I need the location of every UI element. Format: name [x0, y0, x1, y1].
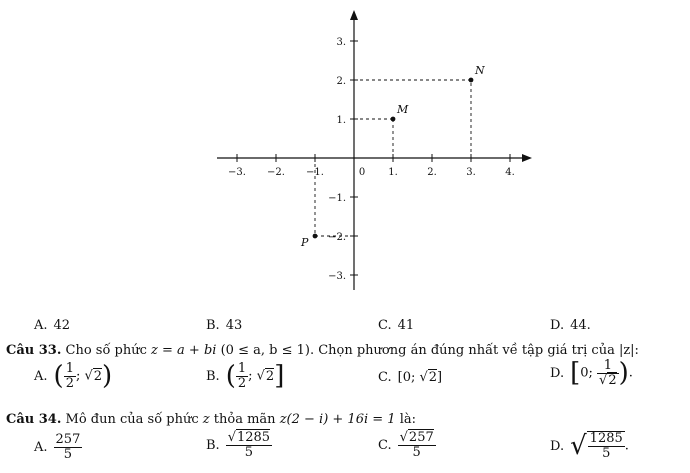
q34-option-d[interactable]: D. √ $\frac{1285}{5}$ . [550, 431, 629, 461]
x-tick-label: 4. [505, 167, 515, 178]
point-label: N [475, 64, 485, 77]
option-letter: B. [206, 368, 220, 384]
q34-option-c[interactable] [378, 431, 436, 459]
x-tick-label: 0 [358, 167, 366, 178]
q32-option-a[interactable] [34, 318, 70, 333]
question-text-2: . Chọn phương án đúng nhất về tập giá trị của |z|: [309, 343, 639, 358]
question-text-2: thỏa mãn [213, 412, 276, 427]
formula: z = a + bi [151, 343, 217, 358]
fraction: $\frac{1285}{5}$ [589, 431, 623, 461]
tick-marks [228, 37, 515, 282]
question-34 [6, 412, 416, 427]
q33-option-d[interactable]: D. [0; $\frac{1}{√2}$ ). [550, 357, 633, 388]
y-tick-label: −2. [328, 232, 346, 243]
option-value: 44. [570, 318, 591, 333]
q33-option-c[interactable]: C. [0; √2] [378, 370, 443, 385]
fraction: $\frac{1}{2}$ [237, 360, 247, 391]
y-tick-label: 2. [336, 76, 346, 87]
q33-option-a[interactable]: A. ( $\frac{1}{2}$ ; √2) [34, 360, 113, 391]
x-axis-arrow [522, 154, 532, 162]
question-text: Cho số phức [65, 343, 147, 358]
y-tick-label: 1. [336, 115, 346, 126]
q32-option-d[interactable] [550, 318, 591, 333]
y-axis-arrow [350, 10, 358, 20]
option-letter: A. [34, 318, 48, 333]
axes [217, 10, 532, 290]
option-letter: B. [206, 318, 220, 333]
option-letter: A. [34, 368, 48, 384]
option-letter: C. [378, 370, 392, 385]
x-tick-label: 2. [427, 167, 437, 178]
option-letter: D. [550, 318, 565, 333]
option-letter: C. [378, 318, 392, 333]
point-M [391, 117, 396, 122]
x-tick-label: −3. [228, 167, 246, 178]
x-tick-label: 1. [388, 167, 398, 178]
question-text-3: là: [399, 412, 416, 427]
option-value: 42 [53, 318, 71, 333]
y-tick-label: −3. [328, 271, 346, 282]
condition: (0 ≤ a, b ≤ 1) [220, 343, 310, 358]
q33-option-b[interactable]: B. ( $\frac{1}{2}$ ; √2] [206, 360, 285, 391]
point-label: M [397, 103, 409, 116]
q34-option-a[interactable] [34, 433, 82, 461]
equation: z(2 − i) + 16i = 1 [279, 412, 396, 427]
option-letter: C. [378, 437, 392, 453]
option-letter: D. [550, 438, 565, 454]
question-text: Mô đun của số phức [65, 412, 199, 427]
x-tick-label: 3. [466, 167, 476, 178]
fraction: $\frac{1}{√2}$ [599, 357, 617, 388]
option-letter: D. [550, 365, 565, 381]
q34-option-b[interactable] [206, 431, 272, 459]
option-letter: B. [206, 437, 220, 453]
point-N [469, 78, 474, 83]
variable: z [202, 412, 210, 427]
x-tick-label: −1. [306, 167, 324, 178]
fraction: $\frac{1}{2}$ [65, 360, 74, 391]
option-letter: A. [34, 439, 48, 455]
question-label: Câu 34. [6, 412, 62, 427]
option-value: 41 [397, 318, 415, 333]
fraction: $\frac{√257}{5}$ [399, 430, 434, 460]
fraction: $\frac{257}{5}$ [55, 432, 81, 462]
x-tick-label: −2. [267, 167, 285, 178]
y-tick-label: 3. [336, 37, 346, 48]
q32-option-b[interactable] [206, 318, 242, 333]
y-tick-label: −1. [328, 193, 346, 204]
question-33 [6, 343, 639, 358]
point-P [313, 234, 318, 239]
fraction: $\frac{√1285}{5}$ [227, 430, 271, 460]
option-value: 43 [225, 318, 243, 333]
question-label: Câu 33. [6, 343, 62, 358]
point-label: P [301, 236, 309, 249]
q32-option-c[interactable] [378, 318, 414, 333]
